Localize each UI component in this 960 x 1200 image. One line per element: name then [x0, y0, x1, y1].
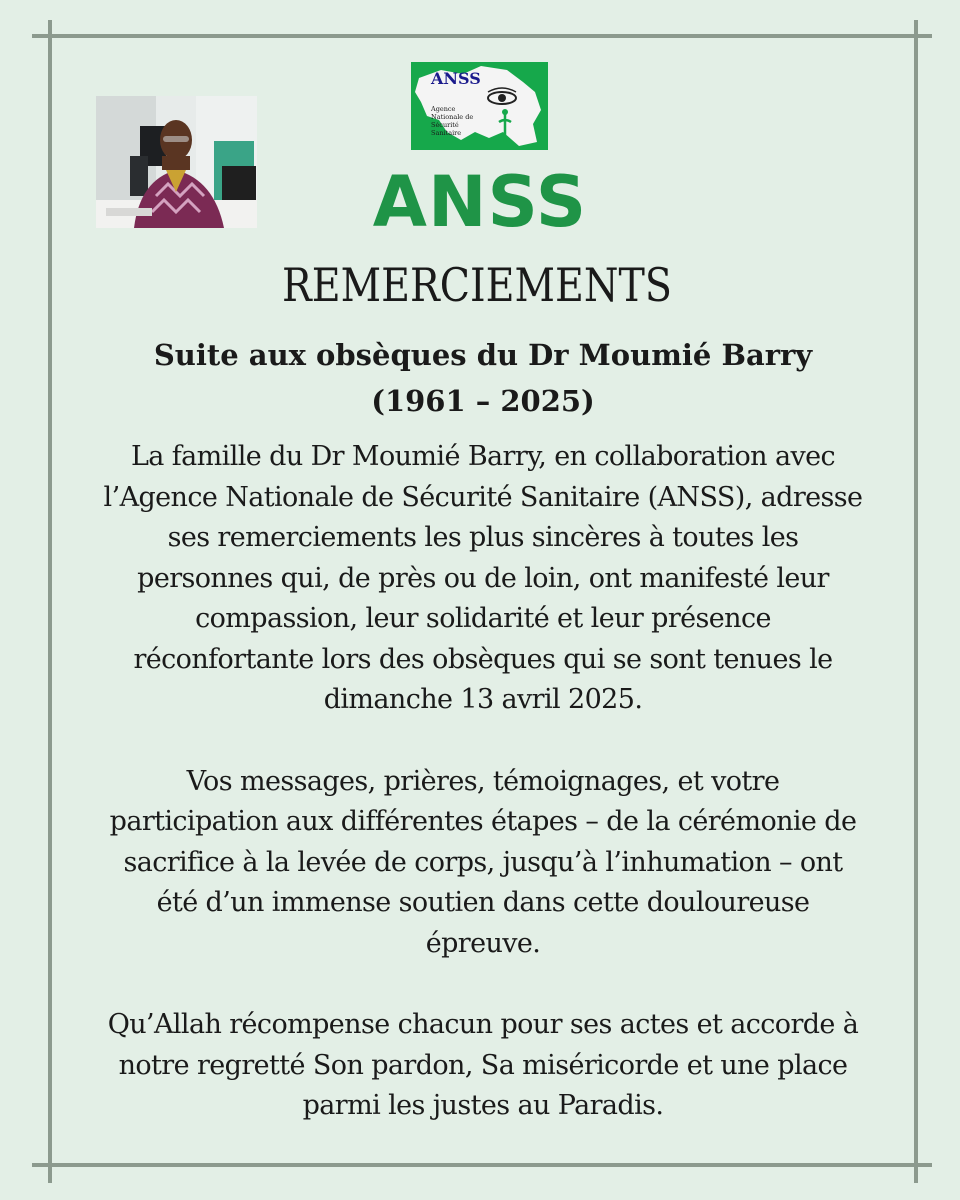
- text-line: réconfortante lors des obsèques qui se sont tenues le: [133, 643, 833, 675]
- text-line: parmi les justes au Paradis.: [302, 1090, 664, 1121]
- text-line: sacrifice à la levée de corps, jusqu’à l’inhumation – ont: [123, 846, 843, 878]
- paragraph-3: [40, 1005, 926, 1127]
- message-body: [40, 437, 926, 1127]
- page-title: REMERCIEMENTS: [281, 258, 673, 312]
- subtitle-line-2: (1961 – 2025): [371, 384, 595, 418]
- text-line: La famille du Dr Moumié Barry, en collaboration avec: [130, 441, 836, 472]
- text-line: Qu’Allah récompense chacun pour ses actes et accorde à: [107, 1009, 859, 1040]
- text-line: compassion, leur solidarité et leur présence: [195, 603, 771, 634]
- subtitle-line-1: Suite aux obsèques du Dr Moumié Barry: [153, 338, 813, 372]
- paragraph-spacer: [40, 721, 926, 762]
- text-line: l’Agence Nationale de Sécurité Sanitaire (ANSS), adresse: [103, 481, 863, 513]
- logo-text-line1: Agence: [431, 105, 456, 113]
- frame-bottom-line: [32, 1163, 932, 1167]
- brand-name: ANSS: [372, 161, 588, 243]
- text-line: épreuve.: [425, 927, 541, 959]
- text-line: Vos messages, prières, témoignages, et votre: [186, 765, 780, 797]
- text-line: notre regretté Son pardon, Sa miséricorde et une place: [118, 1049, 848, 1081]
- logo-text-line4: Sanitaire: [431, 129, 462, 137]
- text-line: ses remerciements les plus sincères à toutes les: [167, 522, 799, 553]
- text-line: été d’un immense soutien dans cette douloureuse: [156, 887, 810, 918]
- frame-top-line: [32, 34, 932, 38]
- anss-logo: [411, 62, 548, 150]
- subtitle: [0, 332, 960, 424]
- paragraph-1: [40, 437, 926, 721]
- logo-text-line2: Nationale de: [431, 113, 474, 121]
- text-line: dimanche 13 avril 2025.: [323, 684, 643, 715]
- text-line: personnes qui, de près ou de loin, ont manifesté leur: [137, 562, 829, 594]
- paragraph-2: [40, 762, 926, 965]
- logo-text-line3: Sécurité: [431, 121, 459, 129]
- paragraph-spacer: [40, 964, 926, 1005]
- text-line: participation aux différentes étapes – de la cérémonie de: [109, 806, 857, 837]
- logo-acronym: ANSS: [431, 69, 481, 88]
